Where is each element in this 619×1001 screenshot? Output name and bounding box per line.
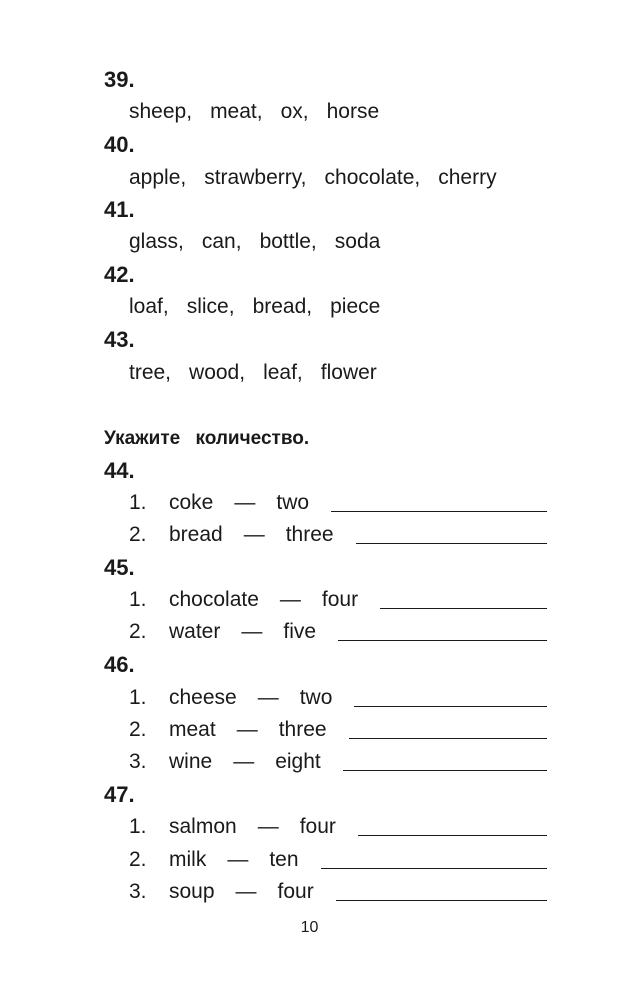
- dash: —: [233, 750, 255, 773]
- exercise-number: 39.: [104, 67, 135, 92]
- word: chocolate,: [324, 166, 421, 189]
- dash: —: [234, 491, 256, 514]
- page-number: 10: [300, 919, 319, 936]
- dash: —: [236, 718, 258, 741]
- item-noun: wine: [169, 750, 213, 773]
- section-heading: Укажите количество.: [104, 428, 310, 449]
- item-noun: milk: [169, 848, 207, 871]
- item-quantity: four: [277, 880, 314, 903]
- word: wood,: [189, 361, 246, 384]
- dash: —: [257, 815, 279, 838]
- quantity-item: [129, 750, 547, 774]
- exercise-number: 42.: [104, 262, 135, 287]
- word: bottle,: [259, 230, 317, 253]
- quantity-item: [129, 491, 547, 515]
- word: apple,: [129, 166, 187, 189]
- item-index: 1.: [129, 815, 147, 838]
- answer-line[interactable]: [354, 705, 547, 707]
- exercise-number: 41.: [104, 197, 135, 222]
- item-index: 1.: [129, 686, 147, 709]
- word: loaf,: [129, 295, 169, 318]
- item-index: 3.: [129, 880, 147, 903]
- word: meat,: [210, 100, 263, 123]
- item-quantity: five: [283, 620, 317, 643]
- item-noun: coke: [169, 491, 214, 514]
- item-quantity: eight: [275, 750, 321, 773]
- word-list: [129, 295, 380, 319]
- item-noun: bread: [169, 523, 223, 546]
- exercise-number: 44.: [104, 458, 135, 483]
- word: leaf,: [263, 361, 303, 384]
- answer-line[interactable]: [321, 867, 547, 869]
- item-noun: chocolate: [169, 588, 259, 611]
- item-quantity: two: [299, 686, 333, 709]
- word: soda: [334, 230, 381, 253]
- word-list: [129, 361, 377, 385]
- exercise-number: 40.: [104, 132, 135, 157]
- answer-line[interactable]: [380, 607, 547, 609]
- quantity-item: [129, 815, 547, 839]
- answer-line[interactable]: [356, 542, 547, 544]
- exercise-number: 47.: [104, 782, 135, 807]
- dash: —: [235, 880, 257, 903]
- word: tree,: [129, 361, 172, 384]
- item-quantity: three: [278, 718, 327, 741]
- exercise-number: 43.: [104, 327, 135, 352]
- word: sheep,: [129, 100, 193, 123]
- word: cherry: [438, 166, 497, 189]
- item-index: 1.: [129, 588, 147, 611]
- item-index: 3.: [129, 750, 147, 773]
- item-index: 2.: [129, 718, 147, 741]
- quantity-item: [129, 523, 547, 547]
- word: flower: [320, 361, 377, 384]
- item-index: 2.: [129, 523, 147, 546]
- quantity-item: [129, 620, 547, 644]
- word: glass,: [129, 230, 184, 253]
- item-noun: water: [169, 620, 221, 643]
- answer-line[interactable]: [358, 834, 547, 836]
- quantity-item: [129, 848, 547, 872]
- word: piece: [330, 295, 381, 318]
- answer-line[interactable]: [331, 510, 547, 512]
- answer-line[interactable]: [336, 899, 547, 901]
- item-quantity: two: [276, 491, 310, 514]
- item-noun: cheese: [169, 686, 237, 709]
- word: ox,: [280, 100, 309, 123]
- answer-line[interactable]: [343, 769, 547, 771]
- item-quantity: three: [285, 523, 334, 546]
- item-quantity: four: [299, 815, 336, 838]
- item-noun: soup: [169, 880, 215, 903]
- word: slice,: [186, 295, 235, 318]
- word-list: [129, 230, 380, 254]
- word-list: [129, 100, 379, 124]
- word: bread,: [252, 295, 313, 318]
- answer-line[interactable]: [349, 737, 547, 739]
- item-noun: salmon: [169, 815, 237, 838]
- quantity-item: [129, 588, 547, 612]
- word: can,: [201, 230, 242, 253]
- answer-line[interactable]: [338, 639, 547, 641]
- item-quantity: ten: [269, 848, 299, 871]
- quantity-item: [129, 880, 547, 904]
- item-index: 2.: [129, 848, 147, 871]
- item-index: 2.: [129, 620, 147, 643]
- exercise-number: 46.: [104, 652, 135, 677]
- exercise-number: 45.: [104, 555, 135, 580]
- quantity-item: [129, 718, 547, 742]
- word: strawberry,: [204, 166, 307, 189]
- item-index: 1.: [129, 491, 147, 514]
- dash: —: [241, 620, 263, 643]
- dash: —: [227, 848, 249, 871]
- dash: —: [257, 686, 279, 709]
- word-list: [129, 166, 497, 190]
- quantity-item: [129, 686, 547, 710]
- dash: —: [279, 588, 301, 611]
- item-quantity: four: [321, 588, 359, 611]
- item-noun: meat: [169, 718, 216, 741]
- dash: —: [243, 523, 265, 546]
- word: horse: [326, 100, 380, 123]
